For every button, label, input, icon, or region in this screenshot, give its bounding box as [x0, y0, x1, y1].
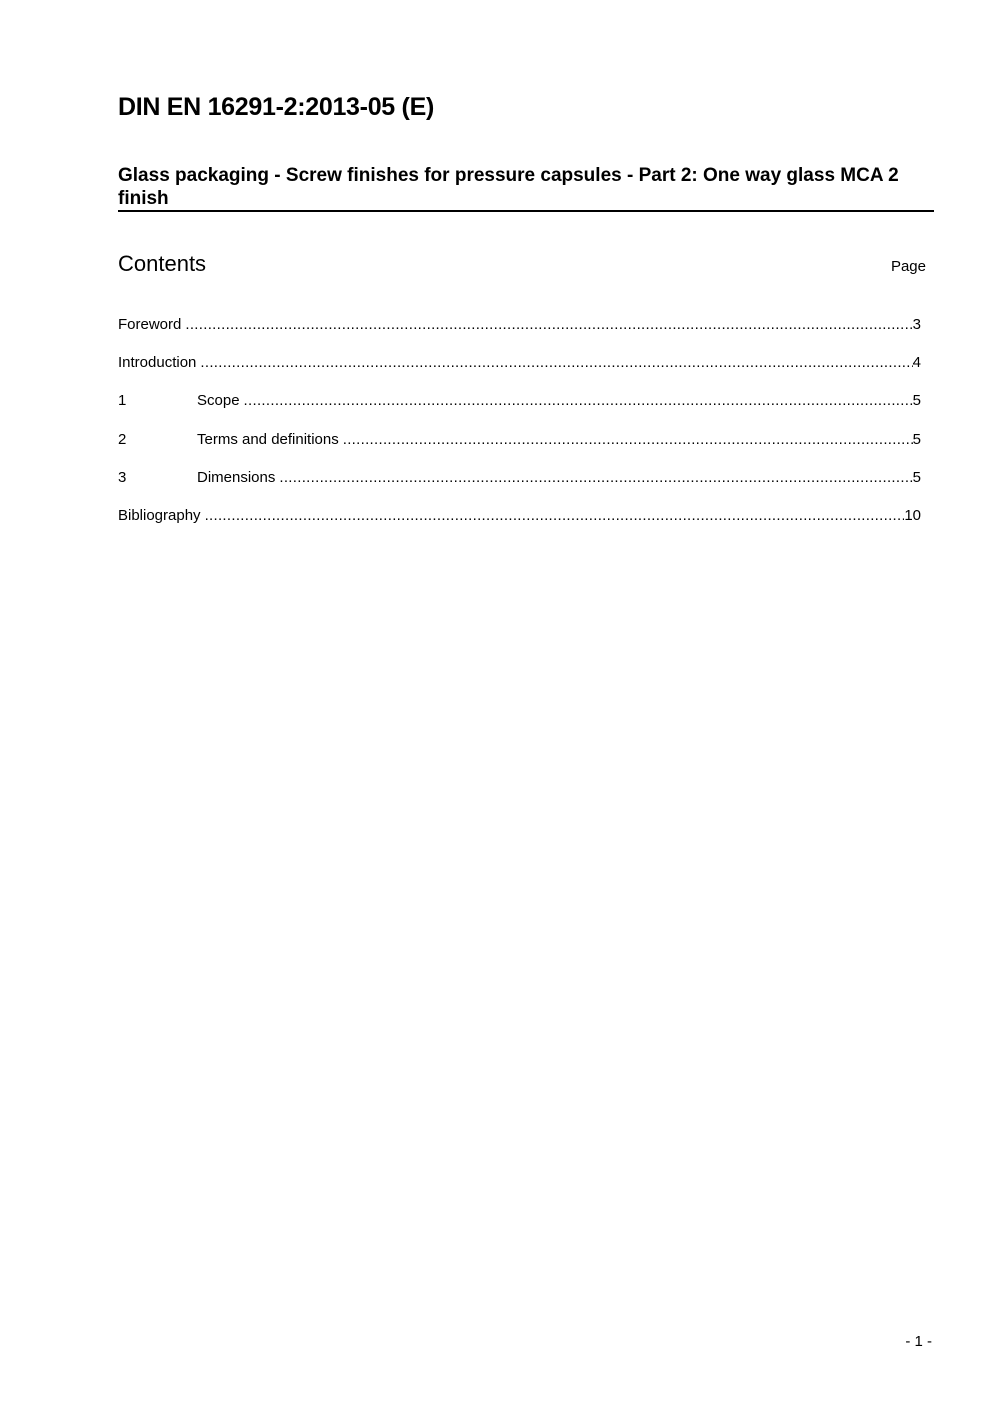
toc-dot-leader — [200, 353, 912, 373]
toc-entry-page: 5 — [912, 392, 921, 410]
toc-entry-number: 2 — [118, 430, 127, 448]
toc-entry-page: 3 — [912, 316, 921, 333]
toc-entry-page: 4 — [912, 354, 921, 372]
toc-entry-page: 5 — [912, 468, 921, 486]
toc-entry-title: Dimensions — [197, 468, 276, 486]
toc-entry-terms-and-definitions[interactable] — [118, 430, 921, 468]
toc-entry-bibliography[interactable] — [118, 506, 921, 544]
toc-dot-leader — [244, 391, 913, 411]
toc-entry-foreword[interactable] — [118, 315, 921, 353]
toc-entry-page: 10 — [904, 506, 921, 524]
toc-entry-page: 5 — [912, 430, 921, 448]
page-number-footer: - 1 - — [905, 1333, 932, 1350]
toc-entry-dimensions[interactable] — [118, 468, 921, 506]
contents-heading: Contents — [118, 251, 207, 276]
toc-entry-number: 1 — [118, 392, 127, 410]
toc-dot-leader — [343, 430, 913, 450]
toc-entry-scope[interactable] — [118, 391, 921, 429]
toc-entry-title: Bibliography — [118, 506, 201, 524]
document-title: Glass packaging - Screw finishes for pressure capsules - Part 2: One way glass MCA 2 finish — [118, 165, 899, 209]
document-id: DIN EN 16291-2:2013-05 (E) — [118, 93, 434, 121]
toc-entry-title: Scope — [197, 392, 240, 410]
toc-entry-title: Foreword — [118, 316, 182, 333]
toc-dot-leader — [279, 468, 912, 488]
title-rule — [118, 210, 934, 212]
toc-dot-leader — [185, 315, 912, 335]
toc-entry-title: Terms and definitions — [197, 430, 339, 448]
toc-entry-introduction[interactable] — [118, 353, 921, 391]
table-of-contents — [118, 315, 921, 544]
toc-entry-title: Introduction — [118, 354, 197, 372]
toc-dot-leader — [205, 506, 905, 526]
page-column-label: Page — [890, 258, 926, 275]
toc-entry-number: 3 — [118, 468, 127, 486]
